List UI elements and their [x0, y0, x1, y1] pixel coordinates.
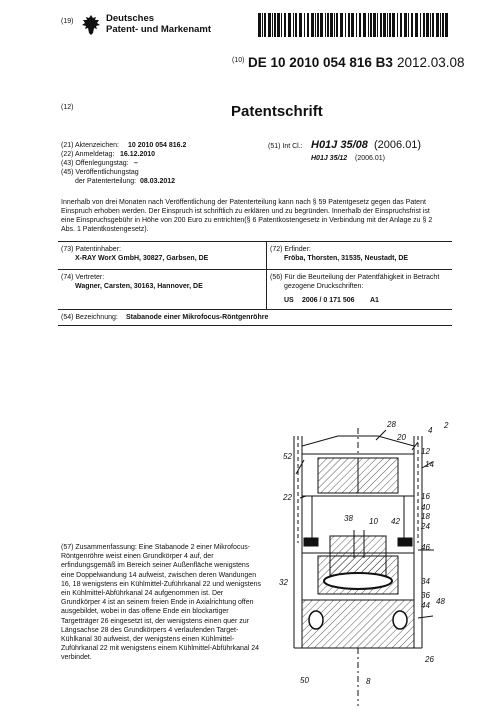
ref-10: (10)	[232, 57, 245, 64]
document-number: DE 10 2010 054 816 B3	[248, 55, 393, 70]
ref-numeral: 36	[421, 591, 430, 600]
filing-date: 16.12.2010	[120, 151, 156, 158]
abstract-text: (57) Zusammenfassung: Eine Stabanode 2 einer Mikrofocus-Röntgenröhre weist einen Grundkörper 4 auf, der erfindungsgemäß im Bereich seiner Außenfläche wenigstens eine Doppelwandung 14 aufweist, zwischen deren Wandungen 16, 18 wenigstens ein Kühlmittel-Zuführkanal 22 und wenigstens ein Kühlmittel-Abführkanal 24 aufgenommen ist. Der Grundkörper 4 ist an seinem freien Ende in Axialrichtung offen ausgebildet, wobei in das offene Ende ein blockartiger Targetträger 26 eingesetzt ist, der wenigstens einen quer zur Längsachse 28 des Grundkörpers 4 verlaufenden Target-Kühlkanal 30 aufweist, der wenigstens einen Kühlmittel-Zuführkanal 22 mit wenigstens einem Kühlmittel-Abführkanal 24 verbindet.	[61, 544, 262, 662]
notice-line-4: Abs. 1 Patentkostengesetz).	[61, 226, 149, 233]
office-name-line1: Deutsches	[106, 13, 155, 24]
federal-eagle-icon	[81, 14, 101, 36]
ref-numeral: 4	[428, 426, 433, 435]
divider	[58, 325, 452, 326]
ref-numeral: 10	[369, 517, 378, 526]
ipc-secondary-date: (2006.01)	[355, 155, 385, 162]
label-72: (72) Erfinder:	[270, 246, 311, 253]
notice-line-2: Einspruch erhoben werden. Der Einspruch ist schriftlich zu erklären und zu begründen. Innerhalb der Einspruchsfrist ist	[61, 208, 430, 215]
document-title: Patentschrift	[231, 103, 323, 120]
label-56-cont: gezogene Druckschriften:	[284, 283, 364, 290]
ref-12: (12)	[61, 104, 74, 111]
ref-numeral: 2	[444, 421, 449, 430]
label-74: (74) Vertreter:	[61, 274, 105, 281]
ref-numeral: 22	[283, 493, 292, 502]
application-number: 10 2010 054 816.2	[128, 142, 187, 149]
ipc-main-code: H01J 35/08	[311, 139, 368, 151]
ref-numeral: 12	[421, 447, 430, 456]
label-45-cont: der Patenterteilung:	[75, 178, 137, 185]
ref-numeral: 50	[300, 676, 309, 685]
column-divider	[266, 241, 267, 309]
ref-numeral: 8	[366, 677, 371, 686]
ref-numeral: 38	[344, 514, 353, 523]
citation-number: 2006 / 0 171 506	[302, 297, 355, 304]
divider	[58, 241, 452, 242]
notice-line-1: Innerhalb von drei Monaten nach Veröffentlichung der Patenterteilung kann nach § 59 Patentgesetz gegen das Patent	[61, 199, 426, 206]
label-21: (21) Aktenzeichen:	[61, 142, 119, 149]
office-name-line2: Patent- und Markenamt	[106, 24, 212, 35]
label-51: (51) Int Cl.:	[268, 143, 303, 150]
inventor: Fröba, Thorsten, 31535, Neustadt, DE	[284, 255, 409, 262]
ref-numeral: 14	[425, 460, 434, 469]
ref-numeral: 32	[279, 578, 288, 587]
document-date: 2012.03.08	[397, 55, 465, 70]
ref-numeral: 52	[283, 452, 292, 461]
ipc-main-date: (2006.01)	[374, 139, 422, 151]
label-73: (73) Patentinhaber:	[61, 246, 121, 253]
ref-numeral: 20	[397, 433, 406, 442]
patent-owner: X-RAY WorX GmbH, 30827, Garbsen, DE	[75, 255, 209, 262]
divider	[58, 269, 452, 270]
citation-kind: A1	[370, 297, 379, 304]
representative: Wagner, Carsten, 30163, Hannover, DE	[75, 283, 203, 290]
label-22: (22) Anmeldetag:	[61, 151, 115, 158]
ref-19: (19)	[61, 18, 74, 25]
ref-numeral: 40	[421, 503, 430, 512]
grant-date: 08.03.2012	[140, 178, 176, 185]
ref-numeral: 42	[391, 517, 400, 526]
ref-numeral: 34	[421, 577, 430, 586]
divider	[58, 309, 452, 310]
label-45: (45) Veröffentlichungstag	[61, 169, 139, 176]
ref-numeral: 26	[425, 655, 434, 664]
invention-title: Stabanode einer Mikrofocus-Röntgenröhre	[126, 314, 269, 321]
barcode	[258, 13, 448, 37]
ref-numeral: 28	[387, 420, 396, 429]
anode-drawing	[268, 418, 468, 710]
label-54: (54) Bezeichnung:	[61, 314, 118, 321]
ref-numeral: 18	[421, 512, 430, 521]
citation-country: US	[284, 297, 294, 304]
ref-numeral: 44	[421, 601, 430, 610]
ref-numeral: 24	[421, 522, 430, 531]
notice-line-3: eine Einspruchsgebühr in Höhe von 200 Euro zu entrichten(§ 6 Patentkostengesetz in Verbindung mit der Anlage zu § 2	[61, 217, 433, 224]
label-43: (43) Offenlegungstag:	[61, 160, 129, 167]
ref-numeral: 46	[421, 543, 430, 552]
label-56: (56) Für die Beurteilung der Patentfähigkeit in Betracht	[270, 274, 440, 281]
ref-numeral: 48	[436, 597, 445, 606]
ref-numeral: 16	[421, 492, 430, 501]
ipc-secondary-code: H01J 35/12	[311, 155, 348, 162]
publication-date: –	[134, 160, 138, 167]
